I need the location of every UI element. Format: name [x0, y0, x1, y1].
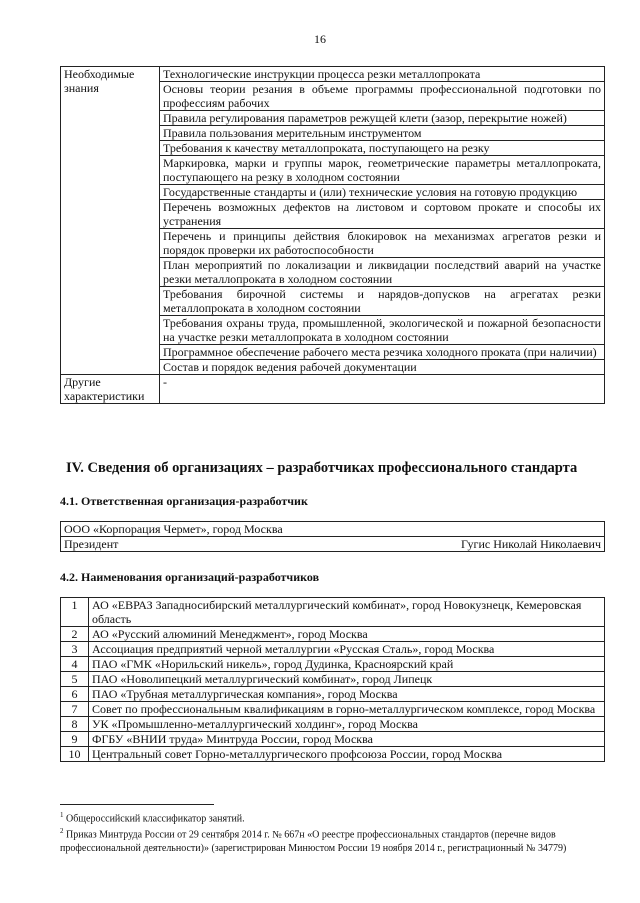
table-row: [61, 537, 605, 552]
knowledge-item: Перечень возможных дефектов на листовом и сортовом прокате и способы их устранения: [160, 200, 605, 229]
page-number: 16: [314, 32, 326, 46]
knowledge-item: Маркировка, марки и группы марок, геометрические параметры металлопроката, поступающего на резку в холодном состоянии: [160, 156, 605, 185]
knowledge-table: [60, 66, 605, 404]
footnote-text: Общероссийский классификатор занятий.: [66, 813, 245, 825]
org-name: Центральный совет Горно-металлургического профсоюза России, город Москва: [89, 747, 605, 762]
table-row: [61, 672, 605, 687]
table-row: [61, 642, 605, 657]
org-number: 6: [61, 687, 89, 702]
footnote: [60, 809, 610, 825]
knowledge-item: Государственные стандарты и (или) технические условия на готовую продукцию: [160, 185, 605, 200]
table-row: [61, 747, 605, 762]
knowledge-item: Программное обеспечение рабочего места резчика холодного проката (при наличии): [160, 345, 605, 360]
knowledge-item: Основы теории резания в объеме программы профессиональной подготовки по профессиям рабочих: [160, 82, 605, 111]
org-number: 8: [61, 717, 89, 732]
org-number: 7: [61, 702, 89, 717]
responsible-person: Гугис Николай Николаевич: [461, 537, 601, 551]
responsible-position: Президент: [64, 537, 119, 551]
other-label: Другие характеристики: [61, 375, 160, 404]
table-row: [61, 732, 605, 747]
org-number: 9: [61, 732, 89, 747]
knowledge-item: Технологические инструкции процесса резки металлопроката: [160, 67, 605, 82]
knowledge-item: Требования к качеству металлопроката, поступающего на резку: [160, 141, 605, 156]
footnote: [60, 825, 610, 854]
table-row: [61, 627, 605, 642]
responsible-org: ООО «Корпорация Чермет», город Москва: [61, 522, 605, 537]
knowledge-item: Правила регулирования параметров режущей клети (зазор, перекрытие ножей): [160, 111, 605, 126]
org-name: Ассоциация предприятий черной металлургии «Русская Сталь», город Москва: [89, 642, 605, 657]
org-name: Совет по профессиональным квалификациям в горно-металлургическом комплексе, город Москва: [89, 702, 605, 717]
table-row: [61, 687, 605, 702]
org-number: 4: [61, 657, 89, 672]
table-row: [61, 67, 605, 82]
knowledge-item: Правила пользования мерительным инструментом: [160, 126, 605, 141]
org-name: АО «ЕВРАЗ Западносибирский металлургический комбинат», город Новокузнецк, Кемеровская область: [89, 598, 605, 627]
table-row: [61, 657, 605, 672]
developers-title: 4.2. Наименования организаций-разработчиков: [60, 570, 320, 584]
org-name: ПАО «Новолипецкий металлургический комбинат», город Липецк: [89, 672, 605, 687]
org-name: ПАО «Трубная металлургическая компания», город Москва: [89, 687, 605, 702]
org-number: 5: [61, 672, 89, 687]
knowledge-item: План мероприятий по локализации и ликвидации последствий аварий на участке резки металлопроката в холодном состоянии: [160, 258, 605, 287]
org-number: 10: [61, 747, 89, 762]
table-row: [61, 598, 605, 627]
org-number: 1: [61, 598, 89, 627]
org-name: ФГБУ «ВНИИ труда» Минтруда России, город Москва: [89, 732, 605, 747]
footnote-text: Приказ Минтруда России от 29 сентября 2014 г. № 667н «О реестре профессиональных стандартов (перечне видов профессиональной деятельности)» (зарегистрирован Минюстом России 19 ноября 2014 г., регистрационный № 34779): [60, 829, 567, 854]
org-name: АО «Русский алюминий Менеджмент», город Москва: [89, 627, 605, 642]
responsible-table: [60, 521, 605, 552]
table-row: [61, 702, 605, 717]
responsible-signatory: [61, 537, 605, 552]
developers-table: [60, 597, 605, 762]
org-name: УК «Промышленно-металлургический холдинг», город Москва: [89, 717, 605, 732]
section-title: IV. Сведения об организациях – разработчиках профессионального стандарта: [66, 460, 578, 476]
knowledge-item: Состав и порядок ведения рабочей документации: [160, 360, 605, 375]
org-number: 3: [61, 642, 89, 657]
org-number: 2: [61, 627, 89, 642]
other-value: -: [160, 375, 605, 404]
footnote-mark: 2: [60, 827, 64, 836]
table-row: [61, 522, 605, 537]
org-name: ПАО «ГМК «Норильский никель», город Дудинка, Красноярский край: [89, 657, 605, 672]
responsible-title: 4.1. Ответственная организация-разработчик: [60, 494, 308, 508]
knowledge-item: Требования бирочной системы и нарядов-допусков на агрегатах резки металлопроката в холодном состоянии: [160, 287, 605, 316]
knowledge-item: Требования охраны труда, промышленной, экологической и пожарной безопасности на участке резки металлопроката в холодном состоянии: [160, 316, 605, 345]
footnote-divider: [60, 804, 214, 805]
footnotes: [60, 809, 610, 855]
table-row: [61, 375, 605, 404]
knowledge-item: Перечень и принципы действия блокировок на механизмах агрегатов резки и порядок проверки их работоспособности: [160, 229, 605, 258]
knowledge-label: Необходимые знания: [61, 67, 160, 375]
footnote-mark: 1: [60, 811, 64, 819]
table-row: [61, 717, 605, 732]
